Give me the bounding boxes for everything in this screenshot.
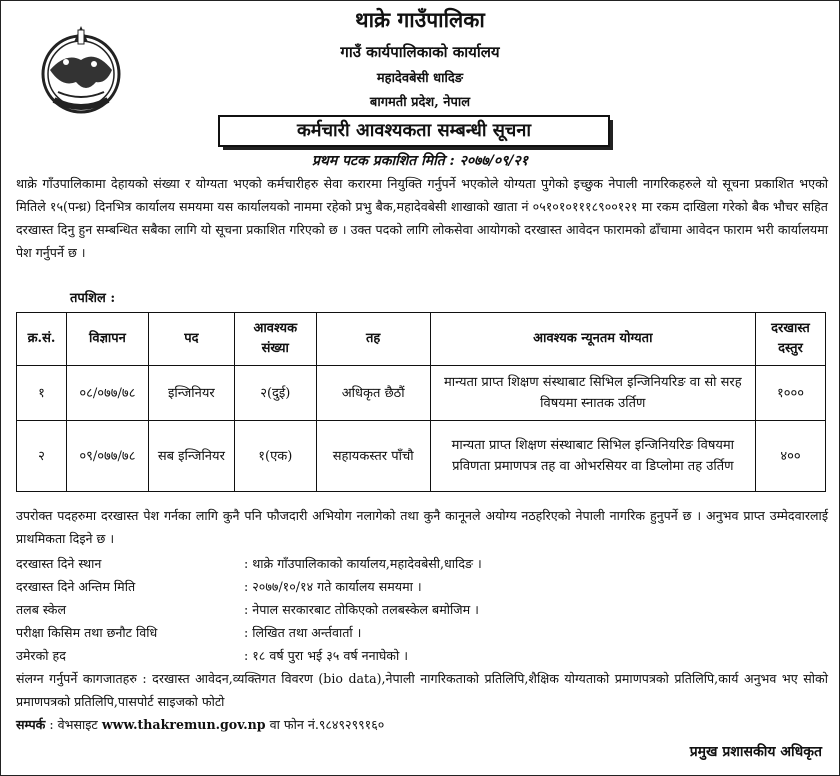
contact-phone: वा फोन नं.९८४९२९९१६० bbox=[269, 717, 385, 732]
documents-required: संलग्न गर्नुपर्ने कागजातहरु : दरखास्त आवेदन,व्यक्तिगत विवरण (bio data),नेपाली नागरिकताको प्रतिलिपि,शैक्षिक योग्यताको प्रमाणपत्रको प्रतिलिपि,कार्य अनुभव भए सोको प्रमाणपत्रको प्रतिलिपि,पासपोर्ट साइजको फोटो bbox=[16, 671, 828, 709]
office-location: महादेवबेसी धादिङ bbox=[376, 71, 464, 86]
info-value: : नेपाल सरकारबाट तोकिएको तलबस्केल बमोजिम । bbox=[244, 602, 479, 617]
notice-title: कर्मचारी आवश्यकता सम्बन्धी सूचना bbox=[218, 115, 610, 147]
cell-post: इन्जिनियर bbox=[148, 366, 234, 421]
nepal-government-emblem-icon bbox=[36, 22, 126, 117]
cell-post: सब इन्जिनियर bbox=[148, 421, 234, 492]
cell-fee: ४०० bbox=[756, 421, 826, 492]
org-name: थाक्रे गाउँपालिका bbox=[355, 7, 485, 32]
col-header-level: तह bbox=[316, 313, 430, 366]
cell-count: २(दुई) bbox=[234, 366, 316, 421]
office-name: गाउँ कार्यपालिकाको कार्यालय bbox=[340, 43, 500, 61]
col-header-qualification: आवश्यक न्यूनतम योग्यता bbox=[430, 313, 755, 366]
col-header-count: आवश्यक संख्या bbox=[234, 313, 316, 366]
info-label: परीक्षा किसिम तथा छनौट विधि bbox=[16, 625, 158, 640]
publish-date: प्रथम पटक प्रकाशित मिति : २०७७/०९/२१ bbox=[311, 153, 529, 169]
website-link[interactable]: www.thakremun.gov.np bbox=[101, 717, 266, 732]
info-label: तलब स्केल bbox=[16, 602, 67, 617]
info-label: दरखास्त दिने अन्तिम मिति bbox=[16, 579, 136, 594]
col-header-fee: दरखास्त दस्तुर bbox=[756, 313, 826, 366]
table-row bbox=[17, 421, 826, 492]
cell-sn: १ bbox=[17, 366, 67, 421]
cell-count: १(एक) bbox=[234, 421, 316, 492]
col-header-post: पद bbox=[148, 313, 234, 366]
cell-fee: १००० bbox=[756, 366, 826, 421]
table-header-row bbox=[17, 313, 826, 366]
cell-qualification: मान्यता प्राप्त शिक्षण संस्थाबाट सिभिल इन्जिनियरिङ वा सो सरह विषयमा स्नातक उर्तिण bbox=[430, 366, 755, 421]
signature: प्रमुख प्रशासकीय अधिकृत bbox=[689, 744, 822, 760]
info-value: : २०७७/१०/१४ गते कार्यालय समयमा । bbox=[244, 579, 422, 594]
info-value: : १८ वर्ष पुरा भई ३५ वर्ष ननाघेको । bbox=[244, 648, 409, 663]
cell-qualification: मान्यता प्राप्त शिक्षण संस्थाबाट सिभिल इन्जिनियरिङ विषयमा प्रविणता प्रमाणपत्र तह वा ओभरसियर वा डिप्लोमा तह उर्तिण bbox=[430, 421, 755, 492]
info-value: : थाक्रे गाँउपालिकाको कार्यालय,महादेवबेसी,धादिङ । bbox=[244, 556, 482, 571]
contact-label: सम्पर्क bbox=[16, 717, 46, 732]
info-label: उमेरको हद bbox=[16, 648, 66, 663]
intro-paragraph: थाक्रे गाँउपालिकामा देहायको संख्या र योग्यता भएको कर्मचारीहरु सेवा करारमा नियुक्ति गर्नुपर्ने भएकोले योग्यता पुगेको इच्छुक नेपाली नागरिकहरुले यो सूचना प्रकाशित भएको मितिले १५(पन्ध्र) दिनभित्र कार्यालय समयमा यस कार्यालयको नाममा रहेको प्रभु बैक,महादेवबेसी शाखाको खाता नं ०५१०१०१११८९००१२१ मा रकम दाखिला गरेको बैक भौचर सहित दरखास्त दिनु हुन सम्बन्धित सबैका लागि यो सूचना प्रकाशित गरिएको छ । उक्त पदको लागि लोकसेवा आयोगको दरखास्त आवेदन फारामको ढाँचामा आवेदन फाराम भरी कार्यालयमा पेश गर्नुपर्ने छ । bbox=[16, 176, 828, 260]
contact-line bbox=[16, 713, 384, 736]
eligibility-paragraph: उपरोक्त पदहरुमा दरखास्त पेश गर्नका लागि कुनै पनि फौजदारी अभियोग नलागेको तथा कुनै कानूनले अयोग्य नठहरिएको नेपाली नागरिक हुनुपर्ने छ । अनुभव प्राप्त उम्मेदवारलाई प्राथमिकता दिइने छ । bbox=[16, 508, 828, 546]
notice-title-banner bbox=[218, 115, 610, 149]
cell-sn: २ bbox=[17, 421, 67, 492]
contact-prefix: : वेभसाइट bbox=[49, 717, 98, 732]
province: बागमती प्रदेश, नेपाल bbox=[369, 95, 471, 110]
cell-level: अधिकृत छैठौं bbox=[316, 366, 430, 421]
cell-advert: ०८/०७७/७८ bbox=[66, 366, 148, 421]
details-heading: तपशिल : bbox=[70, 291, 116, 306]
info-value: : लिखित तथा अर्न्तवार्ता । bbox=[244, 625, 362, 640]
info-label: दरखास्त दिने स्थान bbox=[16, 556, 102, 571]
vacancy-table bbox=[16, 312, 826, 492]
cell-advert: ०९/०७७/७८ bbox=[66, 421, 148, 492]
col-header-sn: क्र.सं. bbox=[17, 313, 67, 366]
cell-level: सहायकस्तर पाँचौ bbox=[316, 421, 430, 492]
table-row bbox=[17, 366, 826, 421]
col-header-advert: विज्ञापन bbox=[66, 313, 148, 366]
